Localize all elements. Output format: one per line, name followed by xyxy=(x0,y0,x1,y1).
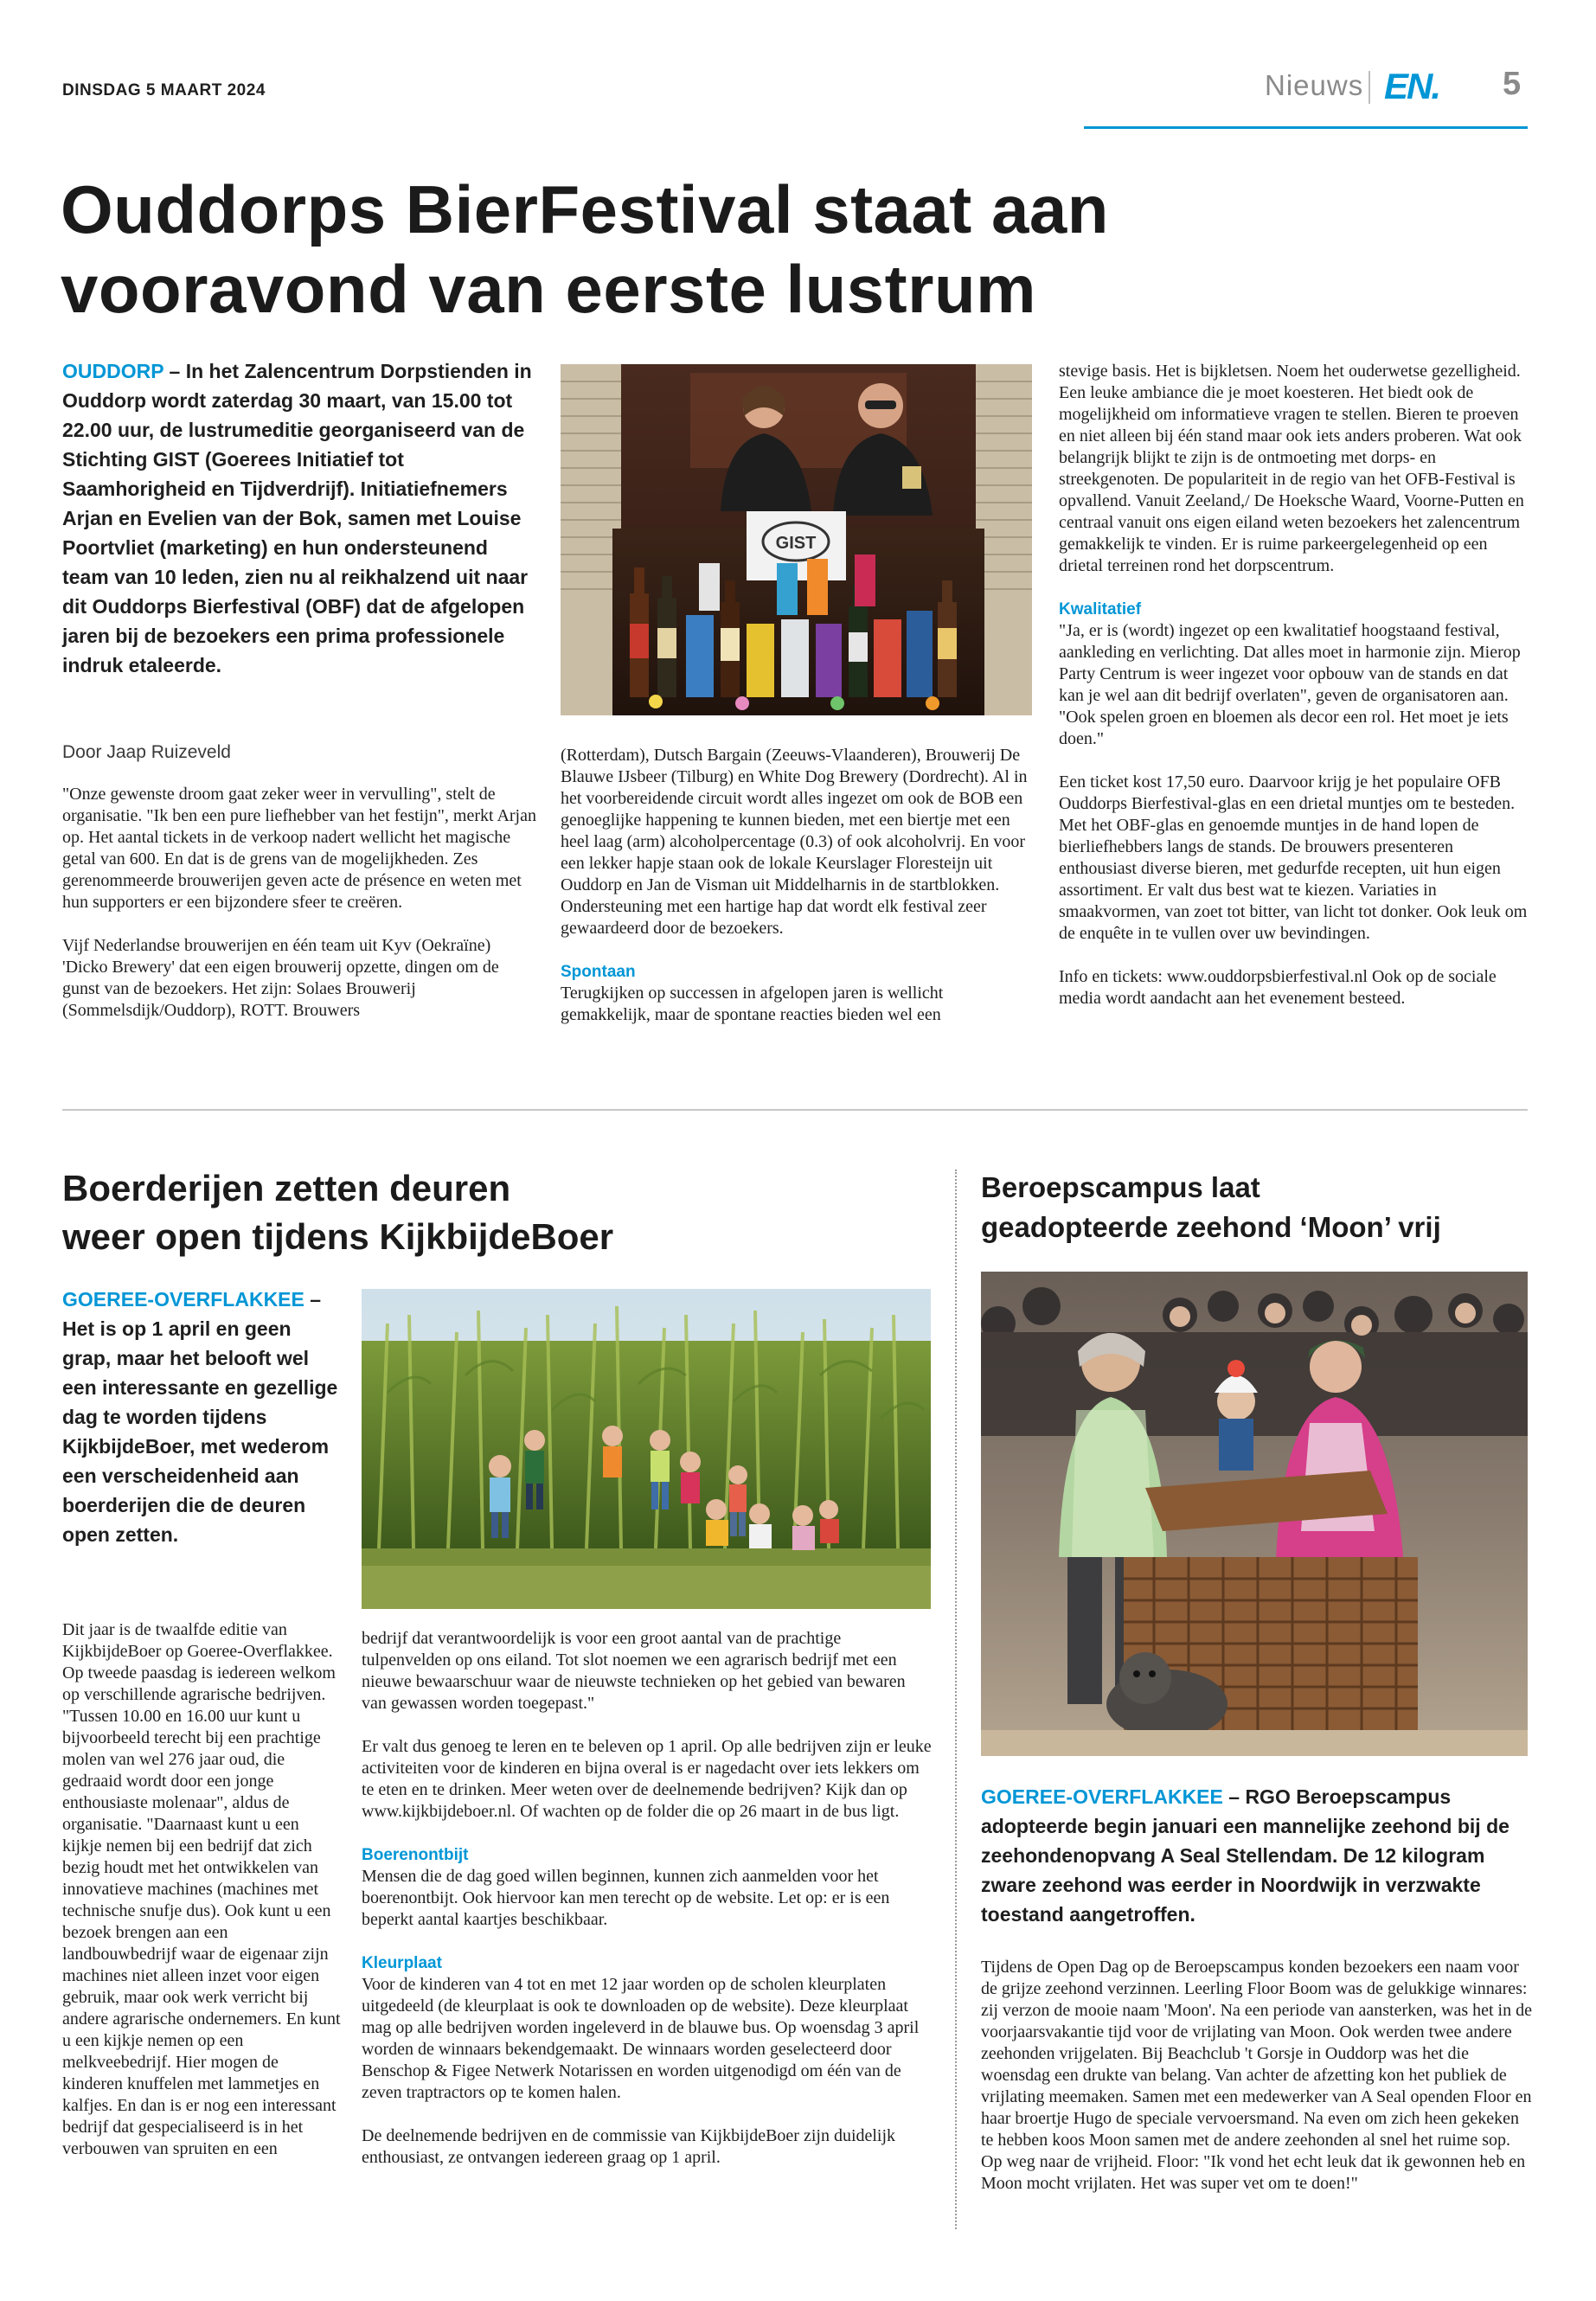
issue-date: DINSDAG 5 MAART 2024 xyxy=(62,81,266,99)
article-byline: Door Jaap Ruizeveld xyxy=(62,742,231,762)
article-lead xyxy=(981,1782,1535,1929)
beer-festival-photo xyxy=(561,364,1032,715)
paragraph: Vijf Nederlandse brouwerijen en één team uit Kyv (Oekraïne) 'Dicko Brewery' dat een eigen brouwerij opzette, dingen om de gunst van de bezoekers. Het zijn: Solaes Brouwerij (Sommelsdijk/Ouddorp), ROTT. Brouwers xyxy=(62,936,499,1020)
paragraph: Een ticket kost 17,50 euro. Daarvoor krijg je het populaire OFB Ouddorps Bierfestival-glas en een drietal muntjes om te besteden. Met het OBF-glas en genoemde muntjes in de hand lopen de bierliefhebbers langs de stands. De brouwers presenteren enthousiast diverse bieren, met gedurfde recepten, uit hun eigen assortiment. Er valt dus best wat te kiezen. Variaties in smaakvormen, van zoet tot bitter, van licht tot donker. Ook leuk om de enquête in te vullen over uw bevindingen. xyxy=(1059,772,1528,943)
paragraph: Tijdens de Open Dag op de Beroepscampus konden bezoekers een naam voor de grijze zeehond verzinnen. Leerling Floor Boom was de gelukkige winnares: zij verzon de mooie naam 'Moon'. Na een periode van aansterken, was het in de voorjaarsvakantie tijd voor de vrijlating van Moon. Ook werden twee andere zeehonden vrijgelaten. Bij Beachclub 't Gorsje in Ouddorp was het die woensdag een drukte van belang. Van achter de afzetting kon het publiek de vrijlating meemaken. Samen met een medewerker van A Seal openden Floor en haar broertje Hugo de speciale vervoersmand. Na even om zich heen gekeken te hebben koos Moon samen met de andere zeehonden al snel het ruime sop. Op weg naar de vrijheid. Floor: "Ik vond het echt leuk dat ik gewonnen heb en Moon mocht vrijlaten. Het was super vet om te doen!" xyxy=(981,1958,1532,2193)
article-title xyxy=(981,1168,1535,1247)
lead-text: – Het is op 1 april en geen grap, maar het belooft wel een interessante en gezellige dag te worden tijdens KijkbijdeBoer, met wederom een verscheidenheid aan boerderijen die de deuren open zetten. xyxy=(62,1288,338,1546)
paragraph: Terugkijken op successen in afgelopen jaren is wellicht gemakkelijk, maar de spontane reacties bieden wel een xyxy=(561,984,944,1024)
paragraph: Info en tickets: www.ouddorpsbierfestival.nl Ook op de sociale media wordt aandacht aan het evenement besteed. xyxy=(1059,967,1497,1008)
article-column-1 xyxy=(62,1619,341,2182)
article-lead xyxy=(62,356,536,680)
title-line: Beroepscampus laat xyxy=(981,1171,1260,1203)
paragraph: Dit jaar is de twaalfde editie van KijkbijdeBoer op Goeree-Overflakkee. Op tweede paasdag is iedereen welkom op verschillende agrarische bedrijven. "Tussen 10.00 en 16.00 uur kunt u bijvoorbeeld terecht bij een prachtige molen van wel 276 jaar oud, die gedraaid wordt door een jonge enthousiaste molenaar", aldus de organisatie. "Daarnaast kunt u een kijkje nemen bij een bedrijf dat zich bezig houdt met het ontwikkelen van innovatieve machines (machines met technische snufje dus). Ook kunt u een bezoek brengen aan een landbouwbedrijf waar de eigenaar zijn machines niet alleen inzet voor eigen gebruik, maar ook werk verricht bij andere agrarische ondernemers. En kunt u een kijkje nemen op een melkveebedrijf. Hier mogen de kinderen knuffelen met lammetjes en kalfjes. En dan is er nog een interessant bedrijf dat gespecialiseerd is in het verbouwen van spruiten en een xyxy=(62,1620,341,2158)
article-lead xyxy=(62,1285,341,1549)
article-column-1 xyxy=(62,784,536,1043)
article-column-2 xyxy=(362,1628,933,2190)
subheading: Kleurplaat xyxy=(362,1954,442,1972)
paragraph: (Rotterdam), Dutsch Bargain (Zeeuws-Vlaanderen), Brouwerij De Blauwe IJsbeer (Tilburg) en White Dog Brewery (Dordrecht). Al in het voorbereidende circuit wordt alles ingezet om ook de BOB een genoeglijke happening te kunnen bieden, met een biertje met een heel laag (arm) alcoholpercentage (0.3) of ook alcoholvrij. En voor een lekker hapje staan ook de lokale Keurslager Floresteijn uit Ouddorp en Jan de Visman uit Middelharnis in de startblokken. Ondersteuning met een hartige hap dat wordt elk festival zeer gewaardeerd door de bezoekers. xyxy=(561,746,1028,938)
article-column-3 xyxy=(1059,361,1530,1031)
paragraph: Er valt dus genoeg te leren en te beleven op 1 april. Op alle bedrijven zijn er leuke activiteiten voor de kinderen en bijna overal is er nagedacht over iets lekkers om te eten en te drinken. Meer weten over de deelnemende bedrijven? Kijk dan op www.kijkbijdeboer.nl. Of wachten op de folder die op 26 maart in de bus ligt. xyxy=(362,1737,932,1821)
paragraph: Mensen die de dag goed willen beginnen, kunnen zich aanmelden voor het boerenontbijt. Ook hiervoor kan men terecht op de website. Let op: er is een beperkt aantal kaartjes beschikbaar. xyxy=(362,1867,890,1929)
article-column-2 xyxy=(561,745,1035,1048)
title-line: geadopteerde zeehond ‘Moon’ vrij xyxy=(981,1211,1441,1243)
article-body xyxy=(981,1957,1535,2216)
lead-location: GOEREE-OVERFLAKKEE xyxy=(62,1288,304,1311)
farm-children-photo xyxy=(362,1289,931,1609)
paragraph: stevige basis. Het is bijkletsen. Noem het ouderwetse gezelligheid. Een leuke ambiance die je moet koesteren. Het biedt ook de mogelijkheid om informatieve vragen te stellen. Bieren te proeven en niet alleen bij één stand maar ook iets anders proberen. Wat ook belangrijk blijkt te zijn is de ontmoeting met dorps- en streekgenoten. De populariteit in de regio van het OFB-Festival is opvallend. Vanuit Zeeland,/ De Hoeksche Waard, Voorne-Putten en centraal vanuit ons eigen eiland weten bezoekers het zalencentrum gemakkelijk te vinden. Er is ruime parkeergelegenheid op een drietal terreinen rond het dorpscentrum. xyxy=(1059,362,1524,575)
subheading: Boerenontbijt xyxy=(362,1846,469,1864)
section-label: Nieuws xyxy=(1265,69,1364,101)
header-divider xyxy=(1368,71,1370,104)
paragraph: "Onze gewenste droom gaat zeker weer in vervulling", stelt de organisatie. "Ik ben een pure liefhebber van het festijn", merkt Arjan op. Het aantal tickets in de verkoop nadert wellicht het magische getal van 600. En dat is de grens van de mogelijkheden. Zes gerenommeerde brouwerijen geven acte de présence en weten met hun supporters er een bijzondere sfeer te creëren. xyxy=(62,785,536,912)
header-rule xyxy=(1084,126,1528,129)
paragraph: bedrijf dat verantwoordelijk is voor een groot aantal van de prachtige tulpenvelden op ons eiland. Tot slot noemen we een agrarisch bedrijf met een nieuwe bewaarschuur waar de nieuwste technieken op het gebied van bewaren van gewassen worden toegepast." xyxy=(362,1629,906,1713)
column-divider xyxy=(955,1170,957,2229)
paragraph: "Ja, er is (wordt) ingezet op een kwalitatief hoogstaand festival, aankleding en verlichting. Dat alles moet in harmonie zijn. Mierop Party Centrum is weer ingezet voor opbouw van de stands en dat kan je wel aan dit bedrijf overlaten", geven de organisatoren aan. "Ook spelen groen en bloemen als decor een rol. Het moet je iets doen." xyxy=(1059,621,1521,748)
lead-text: – In het Zalencentrum Dorpstienden in Ouddorp wordt zaterdag 30 maart, van 15.00 tot 22.00 uur, de lustrumeditie georganiseerd van de Stichting GIST (Goerees Initiatief tot Saamhorigheid en Tijdverdrijf). Initiatiefnemers Arjan en Evelien van der Bok, samen met Louise Poortvliet (marketing) en hun ondersteunend team van 10 leden, zien nu al reikhalzend uit naar dit Ouddorps Bierfestival (OBF) dat de afgelopen jaren bij de bezoekers een prima professionele indruk etaleerde. xyxy=(62,360,532,676)
seal-release-photo xyxy=(981,1272,1528,1756)
lead-text: – RGO Beroepscampus adopteerde begin januari een mannelijke zeehond bij de zeehondenopvang A Seal Stellendam. De 12 kilogram zware zeehond was eerder in Noordwijk in verzwakte toestand aangetroffen. xyxy=(981,1785,1509,1926)
photo-sign-text: GIST xyxy=(775,534,817,553)
lead-location: OUDDORP xyxy=(62,360,164,382)
paragraph: De deelnemende bedrijven en de commissie van KijkbijdeBoer zijn duidelijk enthousiast, ze ontvangen iedereen graag op 1 april. xyxy=(362,2126,896,2167)
article-title xyxy=(62,1164,910,1261)
newspaper-logo: EN. xyxy=(1384,66,1440,106)
subheading: Kwalitatief xyxy=(1059,600,1142,619)
article-title: Ouddorps BierFestival staat aan vooravond van eerste lustrum xyxy=(61,171,1109,327)
title-line: Boerderijen zetten deuren xyxy=(62,1168,511,1208)
page-number: 5 xyxy=(1503,66,1522,102)
paragraph: Voor de kinderen van 4 tot en met 12 jaar worden op de scholen kleurplaten uitgedeeld (de kleurplaat is ook te downloaden op de website). Deze kleurplaat mag op alle bedrijven worden ingeleverd in de blauwe bus. Op woensdag 3 april worden de winnaars bekendgemaakt. De winnaars worden geselecteerd door Benschop & Figee Netwerk Notarissen en worden uitgenodigd om één van de zeven traptractors op te komen halen. xyxy=(362,1975,920,2102)
subheading: Spontaan xyxy=(561,963,636,981)
lead-location: GOEREE-OVERFLAKKEE xyxy=(981,1785,1223,1808)
title-line: weer open tijdens KijkbijdeBoer xyxy=(62,1216,614,1257)
section-divider xyxy=(62,1109,1528,1111)
